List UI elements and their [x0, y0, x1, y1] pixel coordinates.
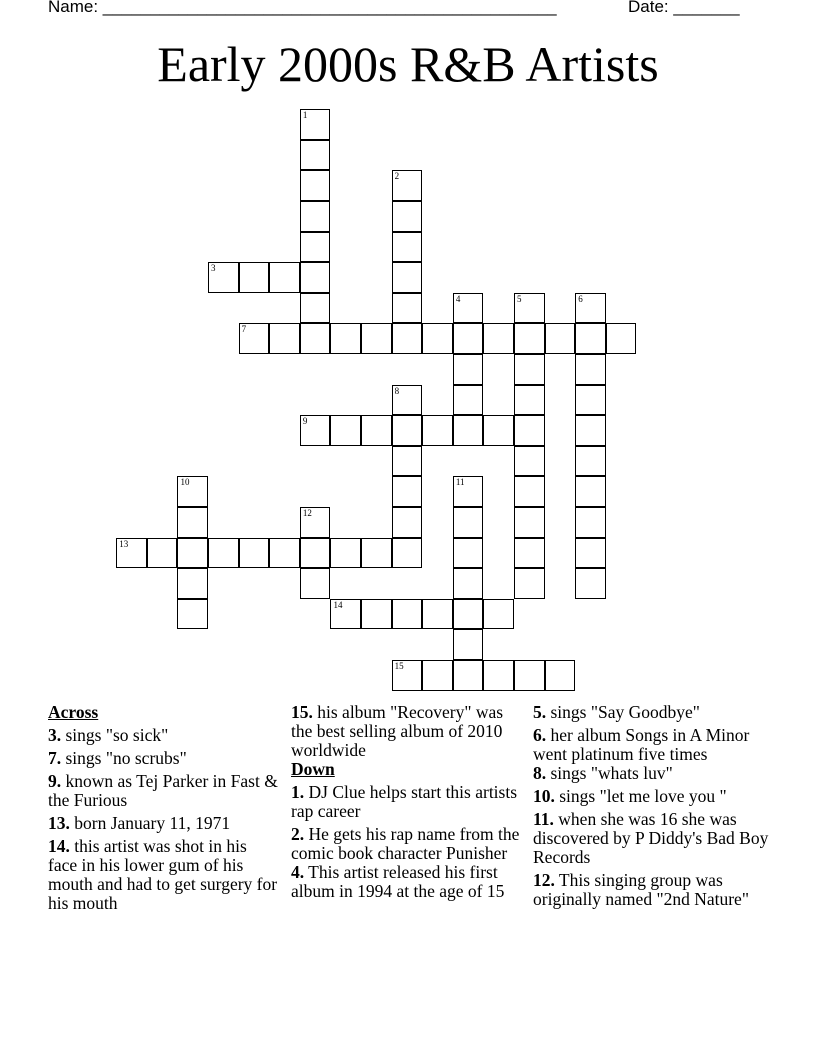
grid-cell[interactable] [116, 538, 147, 569]
grid-cell[interactable] [239, 323, 270, 354]
down-heading: Down [291, 759, 335, 779]
grid-cell[interactable] [330, 538, 361, 569]
grid-cell[interactable] [453, 599, 484, 630]
grid-cell[interactable] [453, 385, 484, 416]
grid-cell[interactable] [514, 507, 545, 538]
clue-number: 14 [333, 599, 343, 610]
clue-down-5: 5. sings "Say Goodbye" [533, 702, 700, 722]
grid-cell[interactable] [514, 660, 545, 691]
grid-cell[interactable] [453, 568, 484, 599]
grid-cell[interactable] [361, 415, 392, 446]
grid-cell[interactable] [208, 262, 239, 293]
grid-cell[interactable] [392, 170, 423, 201]
clues-column-1 [48, 703, 280, 917]
grid-cell[interactable] [514, 446, 545, 477]
grid-cell[interactable] [177, 507, 208, 538]
grid-cell[interactable] [269, 538, 300, 569]
clue-number: 12 [302, 508, 312, 519]
grid-cell[interactable] [392, 446, 423, 477]
grid-cell[interactable] [514, 323, 545, 354]
grid-cell[interactable] [300, 323, 331, 354]
grid-cell[interactable] [330, 415, 361, 446]
grid-cell[interactable] [606, 323, 637, 354]
grid-cell[interactable] [453, 415, 484, 446]
clue-across-15: 15. his album "Recovery" was the best selling album of 2010 worldwide [291, 702, 504, 760]
grid-cell[interactable] [514, 293, 545, 324]
grid-cell[interactable] [575, 293, 606, 324]
grid-cell[interactable] [392, 415, 423, 446]
grid-cell[interactable] [269, 323, 300, 354]
clue-down-12: 12. This singing group was originally named "2nd Nature" [533, 870, 749, 909]
grid-cell[interactable] [453, 354, 484, 385]
grid-cell[interactable] [392, 599, 423, 630]
grid-cell[interactable] [300, 170, 331, 201]
grid-cell[interactable] [392, 293, 423, 324]
grid-cell[interactable] [575, 415, 606, 446]
grid-cell[interactable] [514, 415, 545, 446]
grid-cell[interactable] [300, 232, 331, 263]
clue-across-9: 9. known as Tej Parker in Fast & the Furious [48, 771, 278, 810]
clue-down-8: 8. sings "whats luv" [533, 763, 673, 783]
across-heading: Across [48, 702, 99, 722]
grid-cell[interactable] [453, 660, 484, 691]
grid-cell[interactable] [208, 538, 239, 569]
grid-cell[interactable] [453, 629, 484, 660]
clues-column-3 [533, 703, 773, 913]
grid-cell[interactable] [300, 140, 331, 171]
grid-cell[interactable] [269, 262, 300, 293]
grid-cell[interactable] [514, 354, 545, 385]
grid-cell[interactable] [575, 385, 606, 416]
page-title: Early 2000s R&B Artists [157, 36, 659, 92]
name-field[interactable]: Name: ________________________________________________ [48, 0, 557, 16]
clue-down-4: 4. This artist released his first album in 1994 at the age of 15 [291, 862, 505, 901]
grid-cell[interactable] [575, 354, 606, 385]
grid-cell[interactable] [422, 323, 453, 354]
grid-cell[interactable] [330, 599, 361, 630]
grid-cell[interactable] [177, 538, 208, 569]
grid-cell[interactable] [545, 323, 576, 354]
grid-cell[interactable] [453, 476, 484, 507]
grid-cell[interactable] [300, 415, 331, 446]
grid-cell[interactable] [575, 538, 606, 569]
grid-cell[interactable] [575, 323, 606, 354]
clue-number: 5 [517, 293, 522, 304]
grid-cell[interactable] [514, 385, 545, 416]
grid-cell[interactable] [453, 507, 484, 538]
clue-number: 11 [455, 477, 465, 488]
clue-across-13: 13. born January 11, 1971 [48, 813, 231, 833]
grid-cell[interactable] [392, 538, 423, 569]
clue-down-6: 6. her album Songs in A Minor went platinum five times [533, 725, 750, 764]
grid-cell[interactable] [453, 293, 484, 324]
clue-number: 13 [119, 538, 129, 549]
clue-number: 15 [394, 661, 404, 672]
grid-cell[interactable] [392, 385, 423, 416]
clue-across-14: 14. this artist was shot in his face in his lower gum of his mouth and had to get surgery for his mouth [48, 836, 278, 913]
grid-cell[interactable] [330, 323, 361, 354]
grid-cell[interactable] [575, 476, 606, 507]
grid-cell[interactable] [422, 599, 453, 630]
grid-cell[interactable] [177, 476, 208, 507]
grid-cell[interactable] [361, 538, 392, 569]
clue-number: 9 [302, 416, 308, 427]
clue-down-2: 2. He gets his rap name from the comic book character Punisher [291, 824, 520, 863]
grid-cell[interactable] [422, 415, 453, 446]
grid-cell[interactable] [453, 323, 484, 354]
grid-cell[interactable] [392, 507, 423, 538]
grid-cell[interactable] [239, 538, 270, 569]
grid-cell[interactable] [392, 660, 423, 691]
grid-cell[interactable] [514, 568, 545, 599]
grid-cell[interactable] [483, 415, 514, 446]
grid-cell[interactable] [392, 232, 423, 263]
grid-cell[interactable] [300, 293, 331, 324]
clue-across-7: 7. sings "no scrubs" [48, 748, 187, 768]
clue-across-3: 3. sings "so sick" [48, 725, 169, 745]
grid-cell[interactable] [483, 323, 514, 354]
grid-cell[interactable] [147, 538, 178, 569]
clue-number: 8 [394, 385, 400, 396]
grid-cell[interactable] [392, 201, 423, 232]
grid-cell[interactable] [300, 262, 331, 293]
clue-number: 6 [578, 293, 583, 304]
grid-cell[interactable] [392, 323, 423, 354]
clue-number: 10 [180, 477, 190, 488]
grid-cell[interactable] [239, 262, 270, 293]
clue-down-11: 11. when she was 16 she was discovered by P Diddy's Bad Boy Records [533, 809, 769, 867]
grid-cell[interactable] [392, 262, 423, 293]
grid-cell[interactable] [300, 538, 331, 569]
grid-cell[interactable] [575, 446, 606, 477]
grid-cell[interactable] [575, 507, 606, 538]
grid-cell[interactable] [453, 538, 484, 569]
grid-cell[interactable] [177, 568, 208, 599]
grid-cell[interactable] [300, 201, 331, 232]
grid-cell[interactable] [545, 660, 576, 691]
grid-cell[interactable] [300, 109, 331, 140]
clue-number: 7 [241, 324, 247, 335]
grid-cell[interactable] [361, 599, 392, 630]
clue-number: 1 [302, 110, 308, 121]
grid-cell[interactable] [422, 660, 453, 691]
clue-number: 4 [455, 293, 461, 304]
clue-down-1: 1. DJ Clue helps start this artists rap career [291, 782, 518, 821]
clue-down-10: 10. sings "let me love you " [533, 786, 727, 806]
grid-cell[interactable] [177, 599, 208, 630]
clue-number: 2 [394, 171, 400, 182]
grid-cell[interactable] [514, 538, 545, 569]
date-field[interactable]: Date: _______ [628, 0, 740, 16]
grid-cell[interactable] [300, 568, 331, 599]
grid-cell[interactable] [300, 507, 331, 538]
clues-column-2 [291, 703, 527, 905]
grid-cell[interactable] [483, 660, 514, 691]
grid-cell[interactable] [392, 476, 423, 507]
grid-cell[interactable] [483, 599, 514, 630]
clue-number: 3 [211, 263, 216, 274]
grid-cell[interactable] [361, 323, 392, 354]
grid-cell[interactable] [514, 476, 545, 507]
grid-cell[interactable] [575, 568, 606, 599]
